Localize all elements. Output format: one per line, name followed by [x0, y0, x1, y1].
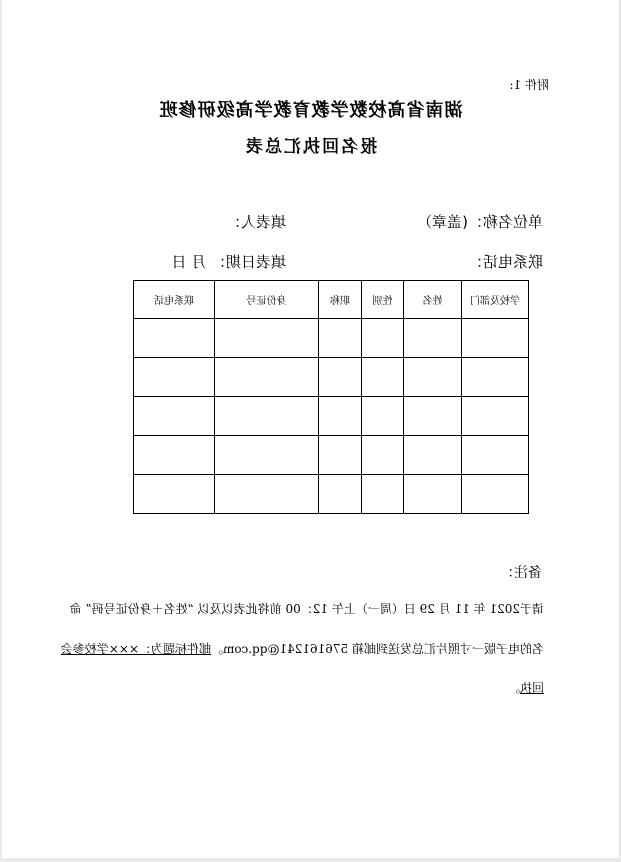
table-cell [319, 319, 362, 358]
document-title: 湖南省高校数学教育教学高级研修班 [158, 100, 463, 121]
mirrored-document [2, 0, 619, 858]
table-row [134, 397, 529, 436]
table-cell [462, 436, 529, 475]
document-subtitle: 报名回执汇总表 [244, 137, 377, 157]
header-school-department: 学校及部门 [462, 281, 529, 319]
notes-line-3 [508, 679, 544, 696]
table-cell [215, 397, 319, 436]
table-cell [134, 319, 215, 358]
notes-label: 备注： [500, 565, 542, 581]
table-cell [134, 436, 215, 475]
table-cell [404, 319, 462, 358]
table-cell [319, 397, 362, 436]
table-cell [319, 475, 362, 514]
table-cell [404, 475, 462, 514]
notes-line-3-underlined: 回执 [519, 681, 544, 695]
table-row [134, 436, 529, 475]
header-id-number: 身份证号 [215, 281, 319, 319]
table-cell [404, 436, 462, 475]
table-body [134, 319, 529, 514]
attachment-label: 附件 1: [509, 78, 549, 92]
table-cell [404, 358, 462, 397]
table-cell [134, 358, 215, 397]
table-cell [215, 358, 319, 397]
table-header-row [134, 281, 529, 319]
table-cell [134, 397, 215, 436]
table-cell [462, 319, 529, 358]
header-phone: 联系电话 [134, 281, 215, 319]
table-cell [362, 475, 404, 514]
header-name: 姓名 [404, 281, 462, 319]
notes-line-3-end: 。 [507, 681, 520, 695]
document-page [2, 0, 619, 858]
table-row [134, 475, 529, 514]
table-row [134, 358, 529, 397]
table-cell [319, 358, 362, 397]
phone-field: 联系电话： [467, 253, 543, 271]
table-cell [362, 319, 404, 358]
table-cell [462, 475, 529, 514]
table-cell [319, 436, 362, 475]
table-cell [215, 319, 319, 358]
table-cell [215, 436, 319, 475]
header-gender: 性别 [362, 281, 404, 319]
table-cell [362, 436, 404, 475]
header-title: 职称 [319, 281, 362, 319]
unit-name-field: 单位名称：(盖章） [417, 213, 543, 231]
email-subject-instruction: 邮件标题为：×××学校参会 [60, 642, 211, 656]
notes-line-2 [61, 640, 544, 657]
notes-line-2-text: 名的电子版一寸照片汇总发送到邮箱 576161241@qq.com。 [210, 642, 544, 656]
notes-line-1: 请于2021 年 11 月 29 日（周一）上午 12：00 前将此表以及以 “姓名＋身份证号码” 命 [69, 602, 544, 616]
registration-table [133, 280, 529, 514]
table-cell [362, 358, 404, 397]
table-row [134, 319, 529, 358]
filler-field: 填表人： [225, 213, 286, 231]
fill-date-field: 填表日期： 月 日 [171, 253, 286, 271]
table-cell [362, 397, 404, 436]
table-cell [404, 397, 462, 436]
table-cell [134, 475, 215, 514]
table-cell [462, 358, 529, 397]
table-cell [462, 397, 529, 436]
table-cell [215, 475, 319, 514]
